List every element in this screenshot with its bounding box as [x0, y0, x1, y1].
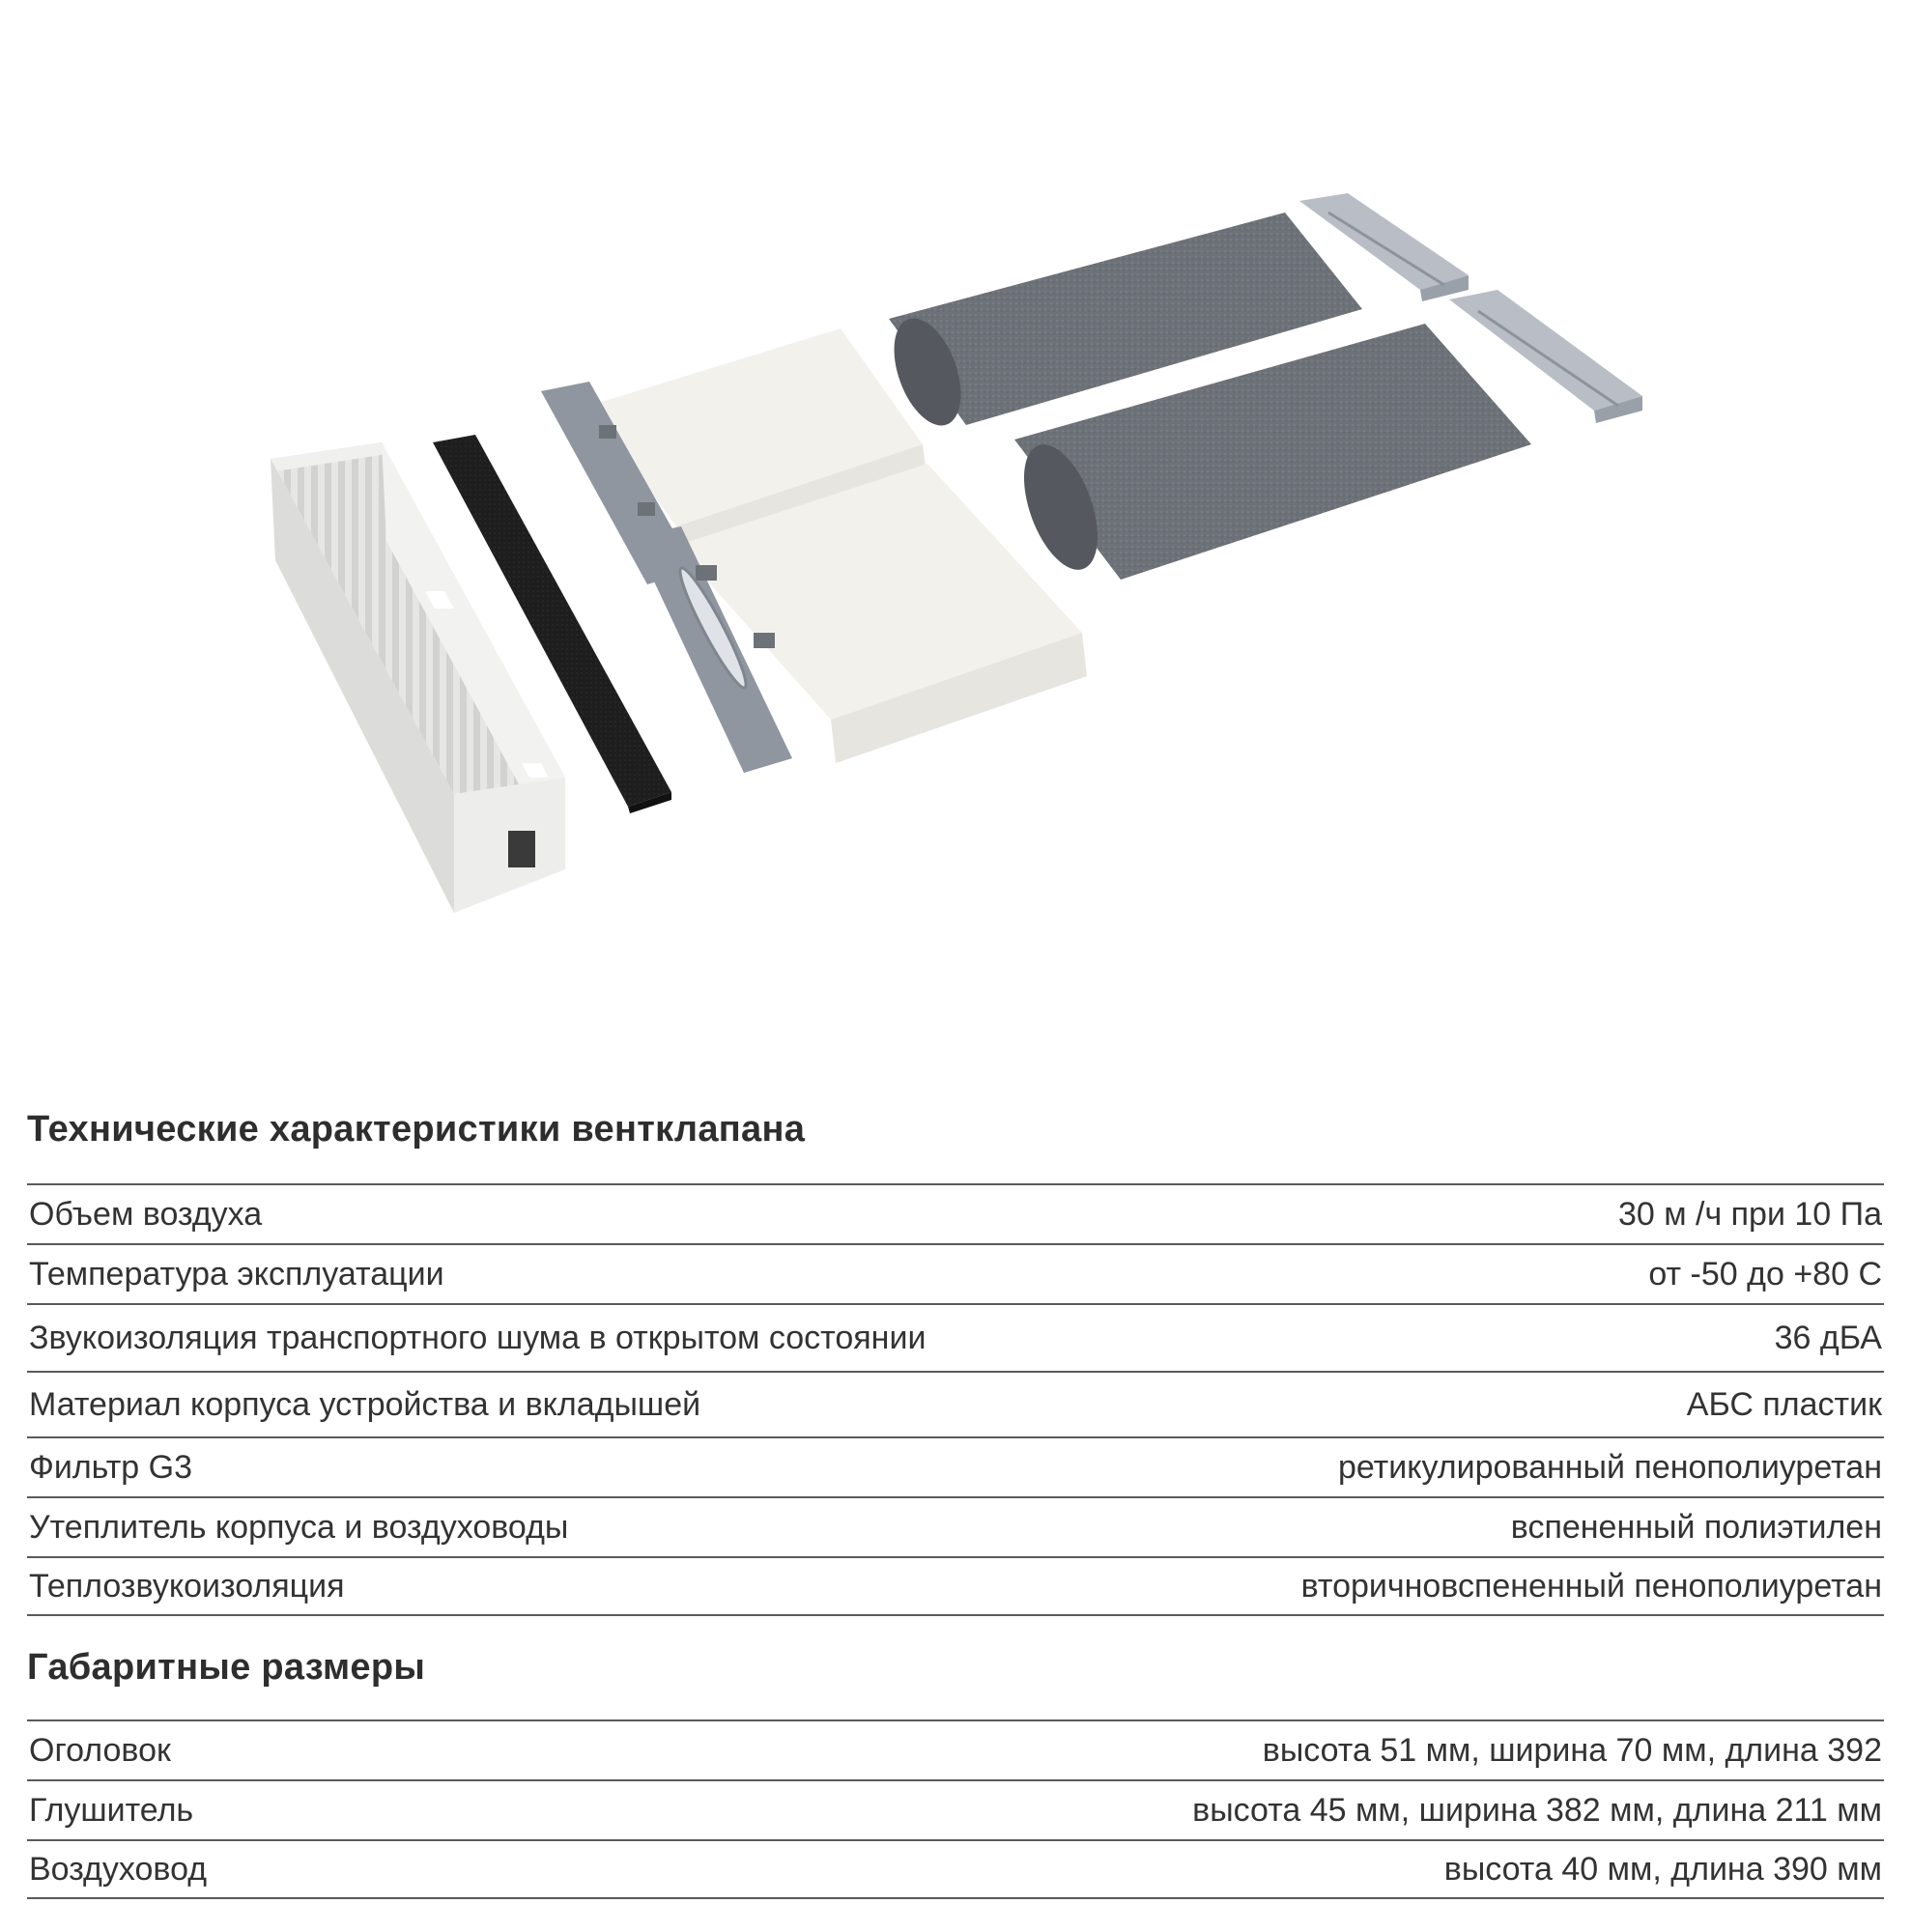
- table-row: [27, 1839, 1884, 1899]
- table-row: [27, 1779, 1884, 1839]
- dims-label: Оголовок: [29, 1731, 171, 1769]
- spec-value: АБС пластик: [1686, 1385, 1882, 1423]
- table-row: [27, 1303, 1884, 1371]
- spec-value: ретикулированный пенополиуретан: [1337, 1448, 1882, 1486]
- dims-section-title: Габаритные размеры: [27, 1647, 426, 1688]
- table-row: [27, 1436, 1884, 1496]
- spec-value: 30 м /ч при 10 Па: [1617, 1195, 1882, 1233]
- table-row: [27, 1183, 1884, 1243]
- table-row: [27, 1371, 1884, 1436]
- dims-label: Воздуховод: [29, 1850, 208, 1888]
- dims-label: Глушитель: [29, 1791, 194, 1829]
- dims-value: высота 51 мм, ширина 70 мм, длина 392: [1262, 1731, 1882, 1769]
- spec-label: Температура эксплуатации: [29, 1255, 444, 1293]
- dims-table: [27, 1719, 1884, 1899]
- spec-value: 36 дБА: [1774, 1319, 1882, 1356]
- spec-label: Объем воздуха: [29, 1195, 263, 1233]
- spec-label: Материал корпуса устройства и вкладышей: [29, 1385, 701, 1423]
- spec-label: Фильтр G3: [29, 1448, 193, 1486]
- spec-section-title: Технические характеристики вентклапана: [27, 1109, 806, 1150]
- housing-head: [271, 442, 565, 913]
- table-row: [27, 1243, 1884, 1303]
- table-row: [27, 1719, 1884, 1779]
- dims-value: высота 40 мм, длина 390 мм: [1443, 1850, 1882, 1888]
- spec-value: вторичновспененный пенополиуретан: [1300, 1567, 1882, 1605]
- spec-label: Теплозвукоизоляция: [29, 1567, 345, 1605]
- spec-value: от -50 до +80 С: [1648, 1255, 1882, 1293]
- table-row: [27, 1496, 1884, 1556]
- spec-label: Звукоизоляция транспортного шума в открытом состоянии: [29, 1319, 927, 1356]
- dims-value: высота 45 мм, ширина 382 мм, длина 211 мм: [1192, 1791, 1882, 1829]
- spec-label: Утеплитель корпуса и воздуховоды: [29, 1508, 569, 1546]
- spec-value: вспененный полиэтилен: [1510, 1508, 1882, 1546]
- spec-table: [27, 1183, 1884, 1616]
- table-row: [27, 1556, 1884, 1616]
